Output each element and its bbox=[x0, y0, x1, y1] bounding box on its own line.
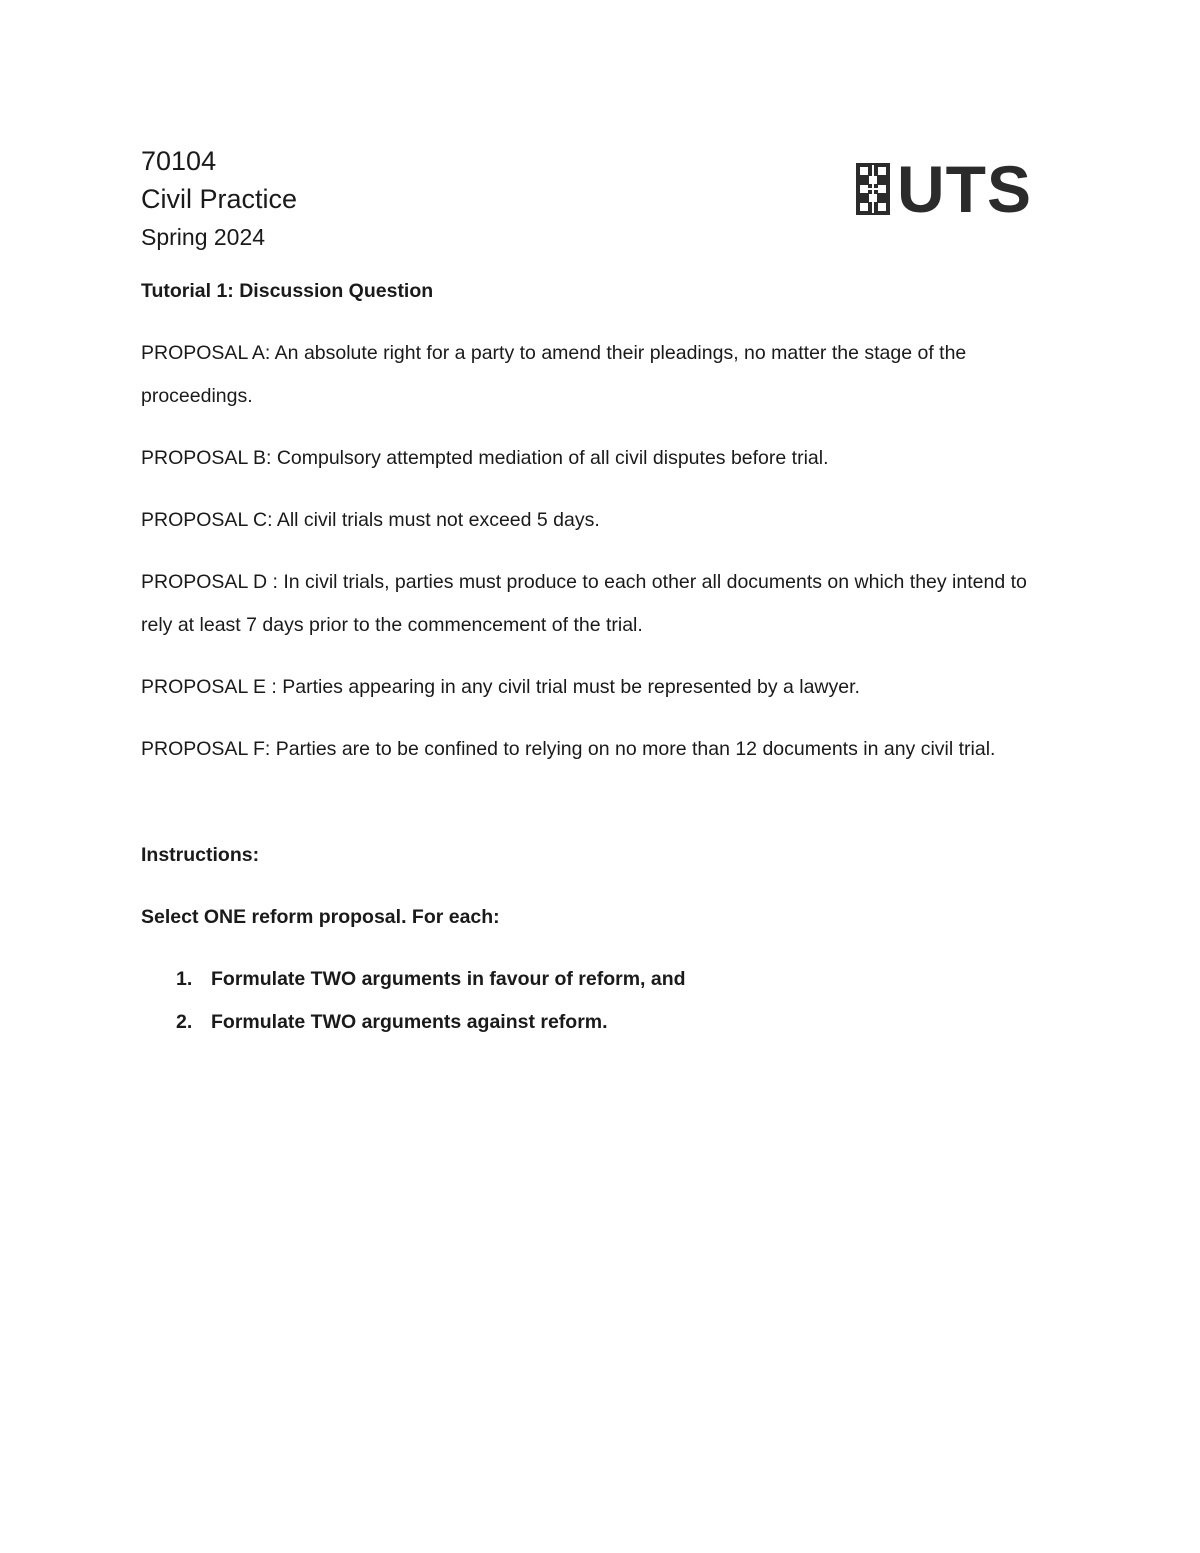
proposal-f: PROPOSAL F: Parties are to be confined to relying on no more than 12 documents in any civil trial. bbox=[141, 738, 996, 760]
course-name: Civil Practice bbox=[141, 184, 298, 214]
list-item-number: 1. bbox=[176, 968, 193, 990]
instructions-select-line: Select ONE reform proposal. For each: bbox=[141, 906, 500, 928]
uts-crest-icon bbox=[855, 161, 891, 217]
course-code: 70104 bbox=[141, 146, 217, 176]
list-item-text: Formulate TWO arguments against reform. bbox=[211, 1011, 608, 1033]
instructions-heading: Instructions: bbox=[141, 844, 260, 866]
section-spacer bbox=[141, 790, 1061, 834]
list-item bbox=[141, 958, 1061, 1001]
uts-logo bbox=[855, 152, 1032, 226]
logo-text: UTS bbox=[897, 152, 1032, 226]
task-list bbox=[141, 958, 1061, 1044]
list-item bbox=[141, 1001, 1061, 1044]
proposal-e: PROPOSAL E : Parties appearing in any civil trial must be represented by a lawyer. bbox=[141, 676, 860, 698]
proposal-d: PROPOSAL D : In civil trials, parties must produce to each other all documents on which they intend to rely at least 7 days prior to the commencement of the trial. bbox=[141, 571, 1027, 636]
course-header bbox=[141, 142, 297, 256]
proposal-b: PROPOSAL B: Compulsory attempted mediation of all civil disputes before trial. bbox=[141, 447, 829, 469]
list-item-number: 2. bbox=[176, 1011, 193, 1033]
session: Spring 2024 bbox=[141, 224, 266, 250]
tutorial-title: Tutorial 1: Discussion Question bbox=[141, 280, 434, 302]
list-item-text: Formulate TWO arguments in favour of reform, and bbox=[211, 968, 686, 990]
proposal-c: PROPOSAL C: All civil trials must not exceed 5 days. bbox=[141, 509, 600, 531]
proposal-a: PROPOSAL A: An absolute right for a party to amend their pleadings, no matter the stage of the proceedings. bbox=[141, 342, 967, 407]
document-body bbox=[141, 270, 1061, 1044]
